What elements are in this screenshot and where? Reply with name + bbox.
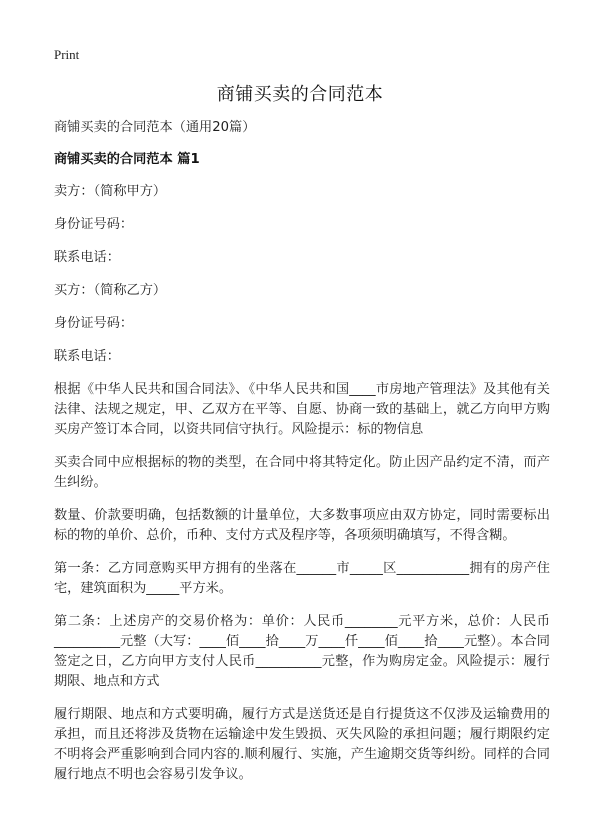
paragraph-performance: 履行期限、地点和方式要明确，履行方式是送货还是自行提货这不仅涉及运输费用的承担，而且还将涉及货物在运输途中发生毁损、灭失风险的承担问题；履行期限约定不明将会严重影响到合同内容的.顺利履行、实施，产生逾期交货等纠纷。同样的合同履行地点不明也会容易引发争议。	[54, 707, 550, 782]
paragraph-subject-matter: 买卖合同中应根据标的物的类型，在合同中将其特定化。防止因产品约定不清，而产生纠纷。	[54, 455, 550, 490]
document-title: 商铺买卖的合同范本	[216, 84, 384, 105]
buyer-field: 买方：（简称乙方）	[54, 283, 167, 298]
seller-phone-field: 联系电话：	[54, 250, 120, 265]
paragraph-article-2: 第二条：上述房产的交易价格为：单价：人民币________元平方米，总价：人民币__________元整（大写：____佰____拾____万____仟____佰____拾____元整）。本合同签定之日，乙方向甲方支付人民币__________元整，作为购房定金。风险提示：履行期限、地点和方式	[54, 614, 550, 689]
document-subtitle: 商铺买卖的合同范本（通用20篇）	[54, 120, 256, 135]
seller-field: 卖方：（简称甲方）	[54, 184, 167, 199]
document-body	[54, 118, 550, 798]
paragraph-quantity-price: 数量、价款要明确，包括数额的计量单位，大多数事项应由双方协定，同时需要标出标的物的单价、总价，币种、支付方式及程序等，各项须明确填写，不得含糊。	[54, 508, 550, 543]
paragraph-article-1: 第一条：乙方同意购买甲方拥有的坐落在______市_____区___________拥有的房产住宅，建筑面积为_____平方米。	[54, 561, 550, 596]
buyer-id-field: 身份证号码：	[54, 316, 134, 331]
buyer-phone-field: 联系电话：	[54, 349, 120, 364]
print-link[interactable]: Print	[54, 47, 80, 62]
paragraph-legal-basis: 根据《中华人民共和国合同法》、《中华人民共和国____市房地产管理法》及其他有关法律、法规之规定，甲、乙双方在平等、自愿、协商一致的基础上，就乙方向甲方购买房产签订本合同，以资共同信守执行。风险提示：标的物信息	[54, 382, 550, 437]
seller-id-field: 身份证号码：	[54, 217, 134, 232]
section-heading: 商铺买卖的合同范本 篇1	[54, 152, 200, 167]
